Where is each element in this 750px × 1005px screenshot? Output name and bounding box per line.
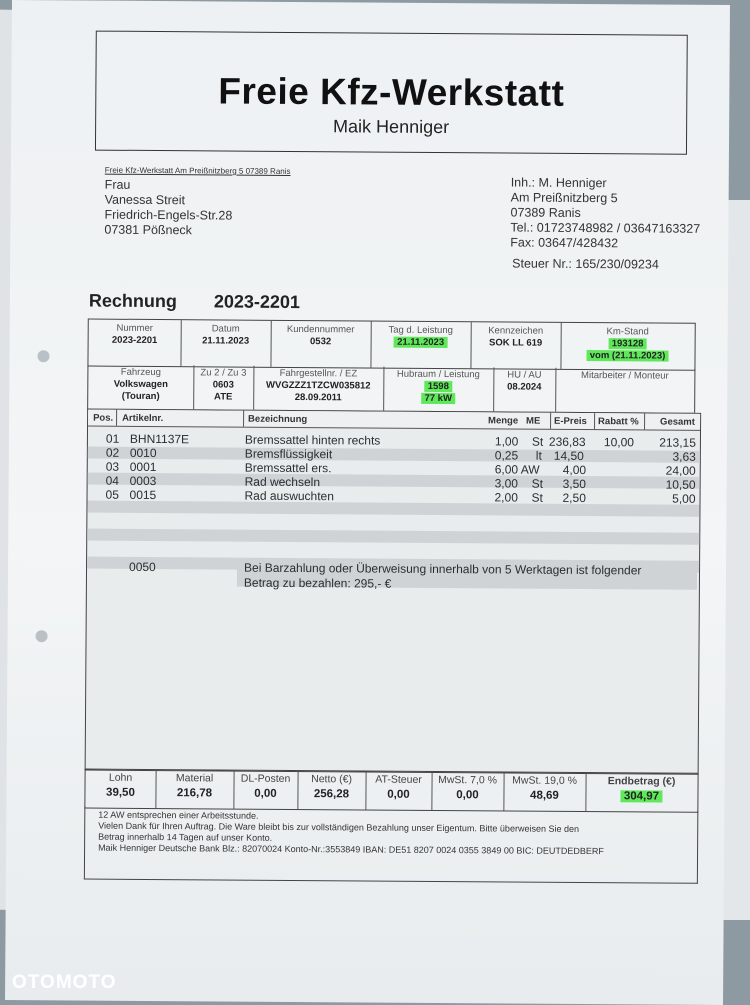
table-row: 01 BHN1137E Bremssattel hinten rechts 1,00 St 236,83 10,00 213,15 [105,431,696,450]
footer-line-1: 12 AW entsprechen einer Arbeitsstunde. [98,809,259,821]
footer-line-2: Vielen Dank für Ihren Auftrag. Die Ware bleibt bis zur vollständigen Bezahlung unser Eigentum. Bitte überweisen Sie den [98,820,580,834]
recipient-address [104,178,232,239]
total-mwst-7: MwSt. 7,0 % 0,00 [438,773,498,802]
field-zu: Zu 2 / Zu 3 0603 ATE [200,367,247,403]
footer-line-3: Betrag innerhalb 14 Tagen auf unser Konto. [98,831,273,843]
punch-hole-top [37,350,49,362]
totals-row [84,769,698,813]
invoice-number: 2023-2201 [213,291,301,313]
total-mwst-19: MwSt. 19,0 % 48,69 [512,774,577,802]
field-mitarbeiter: Mitarbeiter / Monteur [581,369,669,382]
recipient-salutation: Frau [104,177,131,192]
owner-street: Am Preißnitzberg 5 [510,190,618,206]
field-hu-au: HU / AU 08.2024 [507,369,542,393]
total-netto: Netto (€) 256,28 [311,773,353,801]
company-title: Freie Kfz-Werkstatt [218,70,565,114]
col-menge: Menge [488,415,519,427]
col-epreis: E-Preis [554,415,587,428]
field-tag-leistung: Tag d. Leistung 21.11.2023 [388,324,453,349]
col-pos: Pos. [93,412,114,424]
table-row: 05 0015 Rad auswuchten 2,00 St 2,50 5,00 [105,487,696,506]
field-hubraum: Hubraum / Leistung 1598 77 kW [396,368,480,405]
owner-name: Inh.: M. Henniger [510,175,607,191]
note-line-2: Betrag zu bezahlen: 295,- € [243,575,392,591]
recipient-city: 07381 Pößneck [104,222,193,238]
table-row: 04 0003 Rad wechseln 3,00 St 3,50 10,50 [105,473,696,492]
col-artikelnr: Artikelnr. [122,412,164,425]
watermark-logo: OTOMOTO [12,972,117,993]
col-me: ME [526,415,541,427]
field-fahrzeug: Fahrzeug Volkswagen (Touran) [113,366,168,403]
field-nummer: Nummer 2023-2201 [111,322,158,347]
note-line-1: Bei Barzahlung oder Überweisung innerhalb von 5 Werktagen ist folgender [243,560,642,578]
owner-fax: Fax: 03647/428432 [510,235,619,251]
table-row: 02 0010 Bremsflüssigkeit 0,25 lt 14,50 3,63 [105,445,696,464]
field-kennzeichen: Kennzeichen SOK LL 619 [488,325,544,349]
field-kundennummer: Kundennummer 0532 [286,323,355,348]
info-row-1 [87,319,695,371]
tax-number: Steuer Nr.: 165/230/09234 [512,256,659,272]
invoice-sheet [5,0,730,1005]
field-fahrgestellnr: Fahrgestellnr. / EZ WVGZZZ1TZCW035812 28.09.2011 [266,367,371,404]
letterhead-box [95,31,688,155]
field-km-stand: Km-Stand 193128 vom (21.11.2023) [560,326,694,363]
table-row: 03 0001 Bremssattel ers. 6,00 AW 4,00 24,00 [105,459,696,478]
info-row-2 [87,365,695,414]
total-lohn: Lohn 39,50 [106,771,135,799]
total-endbetrag: Endbetrag (€) 304,97 [607,775,676,803]
total-dl-posten: DL-Posten 0,00 [240,772,291,800]
invoice-label: Rechnung [88,290,177,312]
owner-city: 07389 Ranis [510,205,581,220]
recipient-street: Friedrich-Engels-Str.28 [104,207,233,223]
sender-line: Freie Kfz-Werkstatt Am Preißnitzberg 5 07389 Ranis [104,165,291,176]
field-datum: Datum 21.11.2023 [202,323,250,347]
total-at-steuer: AT-Steuer 0,00 [375,773,422,801]
col-bezeichnung: Bezeichnung [248,413,308,426]
recipient-name: Vanessa Streit [104,192,186,208]
footer-line-4: Maik Henniger Deutsche Bank Blz.: 82070024 Konto-Nr.:3553849 IBAN: DE51 8207 0024 0355 3849 00 BIC: DEUTDEDBERF [98,842,604,857]
note-artikelnr: 0050 [128,559,156,575]
owner-info [510,175,700,251]
col-rabatt: Rabatt % [598,416,639,428]
owner-phone: Tel.: 01723748982 / 03647163327 [510,220,701,236]
total-material: Material 216,78 [175,772,214,800]
company-owner: Maik Henniger [333,116,450,138]
punch-hole-bottom [36,630,48,642]
items-table [85,409,702,775]
col-gesamt: Gesamt [660,416,695,428]
